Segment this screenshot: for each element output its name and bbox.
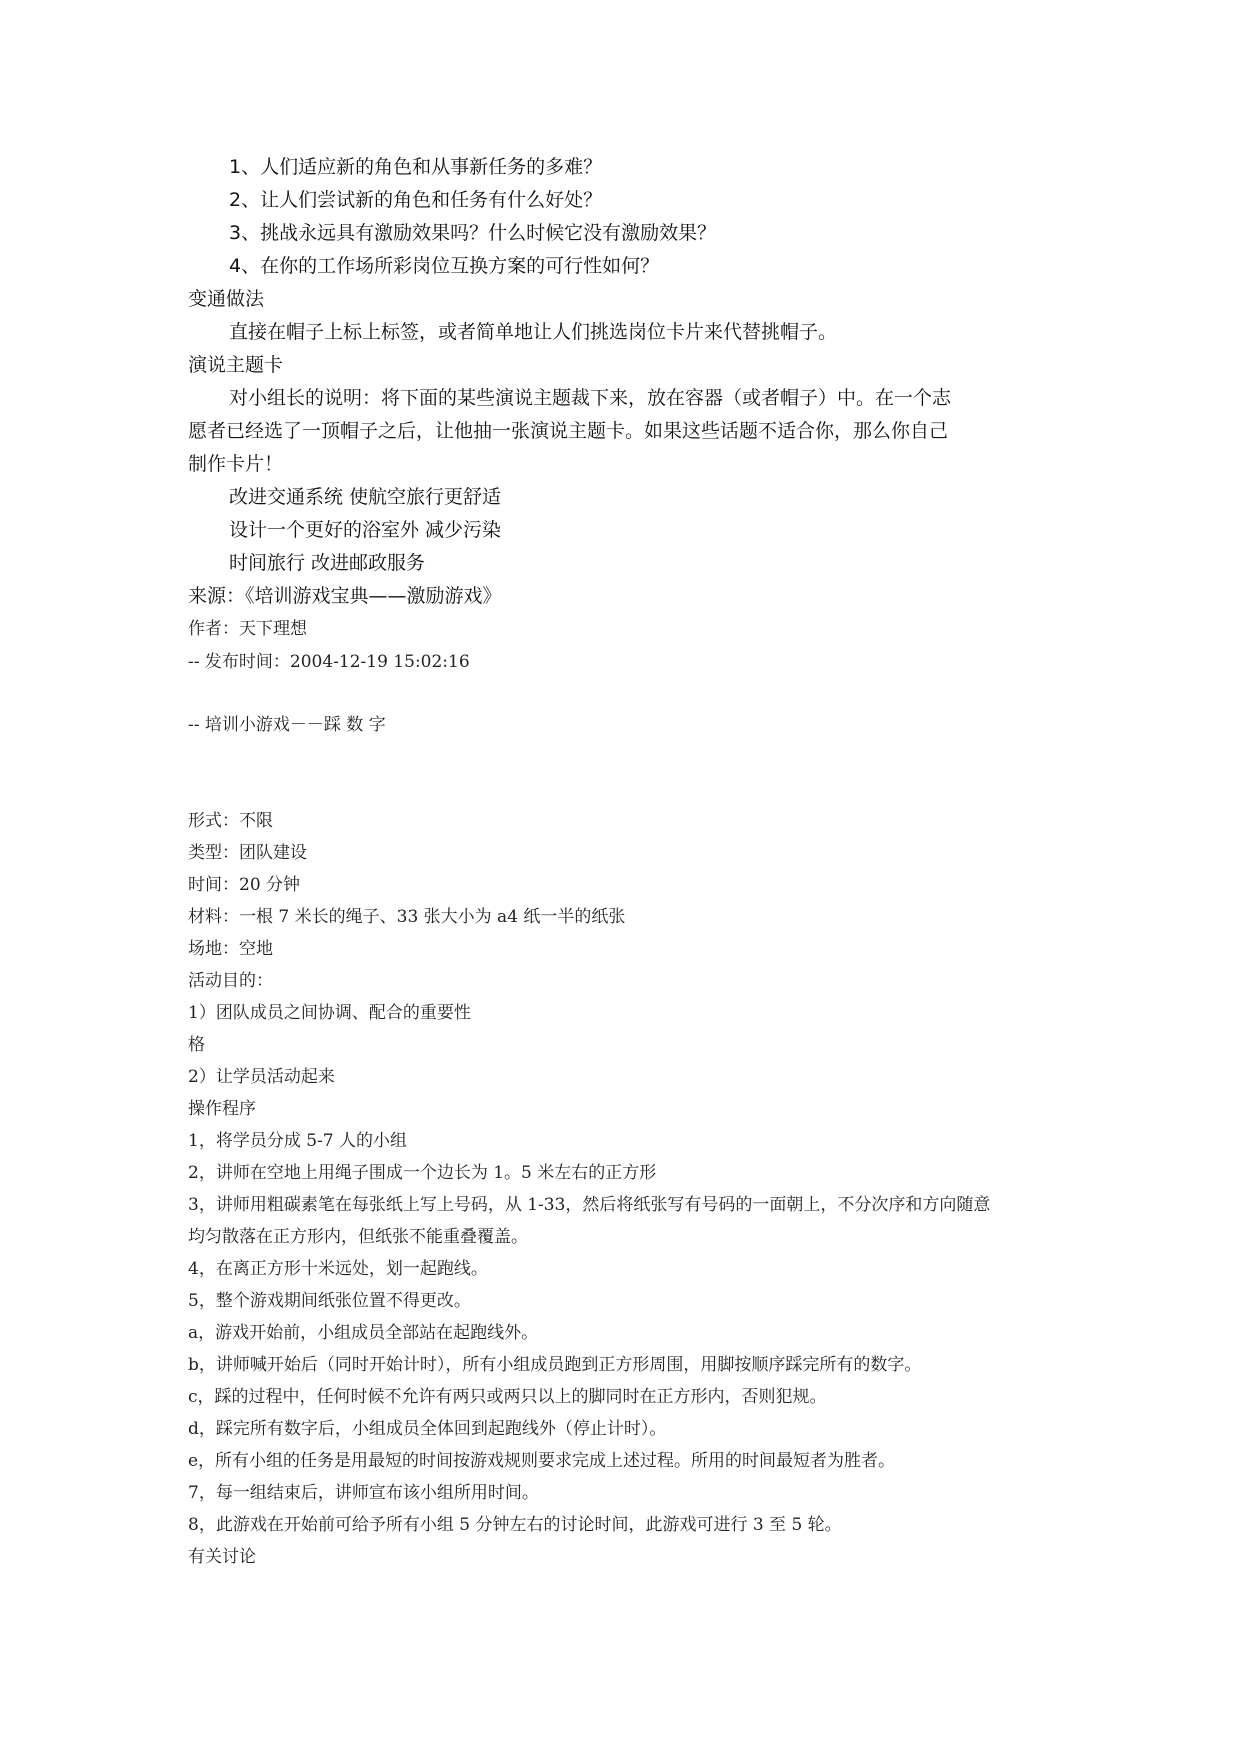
topic-line-2: 设计一个更好的浴室外 减少污染 bbox=[229, 519, 502, 541]
game-title: -- 培训小游戏－－踩 数 字 bbox=[188, 715, 386, 735]
cards-intro-line-2: 愿者已经选了一顶帽子之后，让他抽一张演说主题卡。如果这些话题不适合你，那么你自己 bbox=[188, 420, 949, 442]
topic-line-3: 时间旅行 改进邮政服务 bbox=[229, 552, 426, 574]
info-materials: 材料：一根 7 米长的绳子、33 张大小为 a4 纸一半的纸张 bbox=[188, 907, 626, 927]
procedure-step-8: 8，此游戏在开始前可给予所有小组 5 分钟左右的讨论时间，此游戏可进行 3 至 5 轮。 bbox=[188, 1515, 842, 1535]
topic-line-1: 改进交通系统 使航空旅行更舒适 bbox=[229, 486, 502, 508]
question-2: 2、让人们尝试新的角色和任务有什么好处？ bbox=[229, 189, 603, 211]
publish-time: -- 发布时间：2004-12-19 15:02:16 bbox=[188, 652, 470, 672]
cards-intro-line-1: 对小组长的说明：将下面的某些演说主题裁下来，放在容器（或者帽子）中。在一个志 bbox=[229, 387, 952, 409]
question-3: 3、挑战永远具有激励效果吗？什么时候它没有激励效果？ bbox=[229, 222, 717, 244]
info-venue: 场地：空地 bbox=[188, 939, 273, 959]
question-4: 4、在你的工作场所彩岗位互换方案的可行性如何？ bbox=[229, 255, 660, 277]
procedure-step-7: 7，每一组结束后，讲师宣布该小组所用时间。 bbox=[188, 1483, 539, 1503]
goal-1: 1）团队成员之间协调、配合的重要性 bbox=[188, 1003, 471, 1023]
rule-b: b，讲师喊开始后（同时开始计时），所有小组成员跑到正方形周围，用脚按顺序踩完所有的数字。 bbox=[188, 1355, 922, 1375]
procedure-step-1: 1，将学员分成 5-7 人的小组 bbox=[188, 1131, 407, 1151]
procedure-step-3-cont: 均匀散落在正方形内，但纸张不能重叠覆盖。 bbox=[188, 1227, 528, 1247]
cards-heading: 演说主题卡 bbox=[188, 354, 284, 376]
info-type: 类型：团队建设 bbox=[188, 843, 307, 863]
goal-2: 2）让学员活动起来 bbox=[188, 1067, 335, 1087]
variant-heading: 变通做法 bbox=[188, 288, 265, 310]
author-line: 作者：天下理想 bbox=[188, 619, 307, 639]
info-time: 时间：20 分钟 bbox=[188, 875, 301, 895]
procedure-step-3: 3，讲师用粗碳素笔在每张纸上写上号码，从 1-33，然后将纸张写有号码的一面朝上，不分次序和方向随意 bbox=[188, 1195, 991, 1215]
goal-fragment: 格 bbox=[188, 1035, 205, 1055]
procedure-heading: 操作程序 bbox=[188, 1099, 256, 1119]
source-line: 来源：《培训游戏宝典——激励游戏》 bbox=[188, 585, 502, 607]
rule-d: d，踩完所有数字后，小组成员全体回到起跑线外（停止计时）。 bbox=[188, 1419, 667, 1439]
rule-c: c，踩的过程中，任何时候不允许有两只或两只以上的脚同时在正方形内，否则犯规。 bbox=[188, 1387, 827, 1407]
procedure-step-4: 4，在离正方形十米远处，划一起跑线。 bbox=[188, 1259, 488, 1279]
cards-intro-line-3: 制作卡片！ bbox=[188, 453, 284, 475]
procedure-step-2: 2，讲师在空地上用绳子围成一个边长为 1。5 米左右的正方形 bbox=[188, 1163, 657, 1183]
info-format: 形式：不限 bbox=[188, 811, 273, 831]
goals-heading: 活动目的： bbox=[188, 971, 273, 991]
question-1: 1、人们适应新的角色和从事新任务的多难？ bbox=[229, 156, 603, 178]
rule-e: e，所有小组的任务是用最短的时间按游戏规则要求完成上述过程。所用的时间最短者为胜者。 bbox=[188, 1451, 896, 1471]
variant-text: 直接在帽子上标上标签，或者简单地让人们挑选岗位卡片来代替挑帽子。 bbox=[229, 321, 838, 343]
rule-a: a，游戏开始前，小组成员全部站在起跑线外。 bbox=[188, 1323, 539, 1343]
procedure-step-5: 5，整个游戏期间纸张位置不得更改。 bbox=[188, 1291, 471, 1311]
discussion-heading: 有关讨论 bbox=[188, 1547, 256, 1567]
